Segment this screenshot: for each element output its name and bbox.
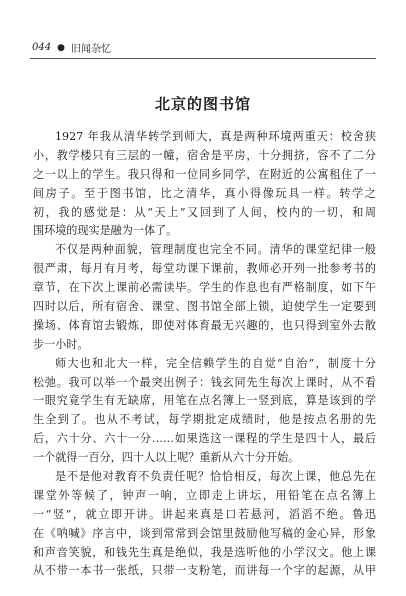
text-line: 和声音笑貌，和钱先生真是绝似，我是选听他的小学汉文。他上课	[33, 545, 376, 559]
text-line: 一“竖”，就立即开讲。讲起来真是口若悬河，滔滔不绝。鲁迅	[33, 507, 376, 521]
header-rule	[30, 58, 376, 59]
text-line: 四时以后，所有宿舍、课堂、图书馆全部上锁，迫使学生一定要到	[33, 300, 376, 314]
text-line: 之一以上的学生。我只得和一位同乡同学，在附近的公寓租住了一	[33, 167, 376, 181]
text-line: 后，六十分、六十一分……如果选这一课程的学生是四十人，最后	[33, 432, 376, 446]
text-line: 间房子。至于图书馆，比之清华，真小得像玩具一样。转学之	[33, 186, 376, 200]
text-line: 从不带一本书一张纸，只带一支粉笔，而讲每一个字的起源，从甲	[33, 564, 376, 578]
text-line: 很严肃，每月有月考，每堂功课下课前，教师必开列一批参考书的	[33, 262, 376, 276]
text-line: 师大也和北大一样，完全信赖学生的自觉“自治”，制度十分	[55, 356, 376, 370]
text-line: 松弛。我可以举一个最突出例子：钱玄同先生每次上课时，从不看	[33, 375, 376, 389]
text-line: 章节，在下次上课前必需读毕。学生的作息也有严格制度，如下午	[33, 281, 376, 295]
text-line: 围环境的现实是融为一体了。	[33, 224, 178, 238]
text-line: 操场、体育馆去锻炼，即使对体育最无兴趣的，也只得到室外去散	[33, 318, 376, 332]
text-line: 课堂外等候了，钟声一响，立即走上讲坛，用铅笔在点名簿上	[33, 488, 376, 502]
running-header	[32, 40, 111, 55]
text-line: 生全到了。也从不考试，每学期批定成绩时，他是按点名册的先	[33, 413, 376, 427]
header-bullet: ●	[57, 42, 65, 53]
text-line: 在《呐喊》序言中，谈到常常到会馆里鼓励他写稿的金心异，形象	[33, 526, 376, 540]
page-number: 044	[32, 42, 52, 53]
text-line: 初，我的感觉是：从“天上”又回到了人间，校内的一切，和周	[33, 205, 376, 219]
book-title: 旧闻杂忆	[70, 44, 111, 55]
text-line: 步一小时。	[33, 337, 89, 351]
article-title: 北京的图书馆	[154, 95, 251, 113]
text-line: 一眼究竟学生有无缺席，用笔在点名簿上一竖到底，算是该到的学	[33, 394, 376, 408]
text-line: 1927 年我从清华转学到师大，真是两种环境两重天：校舍狭	[55, 130, 376, 143]
text-line: 不仅是两种面貌，管理制度也完全不同。清华的课堂纪律一般	[55, 243, 376, 257]
text-line: 一个就得一百分，四十人以上呢？重新从六十分开始。	[33, 451, 300, 465]
article-body	[33, 128, 376, 581]
text-line: 小，教学楼只有三层的一幢，宿舍是平房，十分拥挤，容不了二分	[33, 148, 376, 162]
text-line: 是不是他对教育不负责任呢？恰恰相反，每次上课，他总先在	[55, 470, 376, 484]
